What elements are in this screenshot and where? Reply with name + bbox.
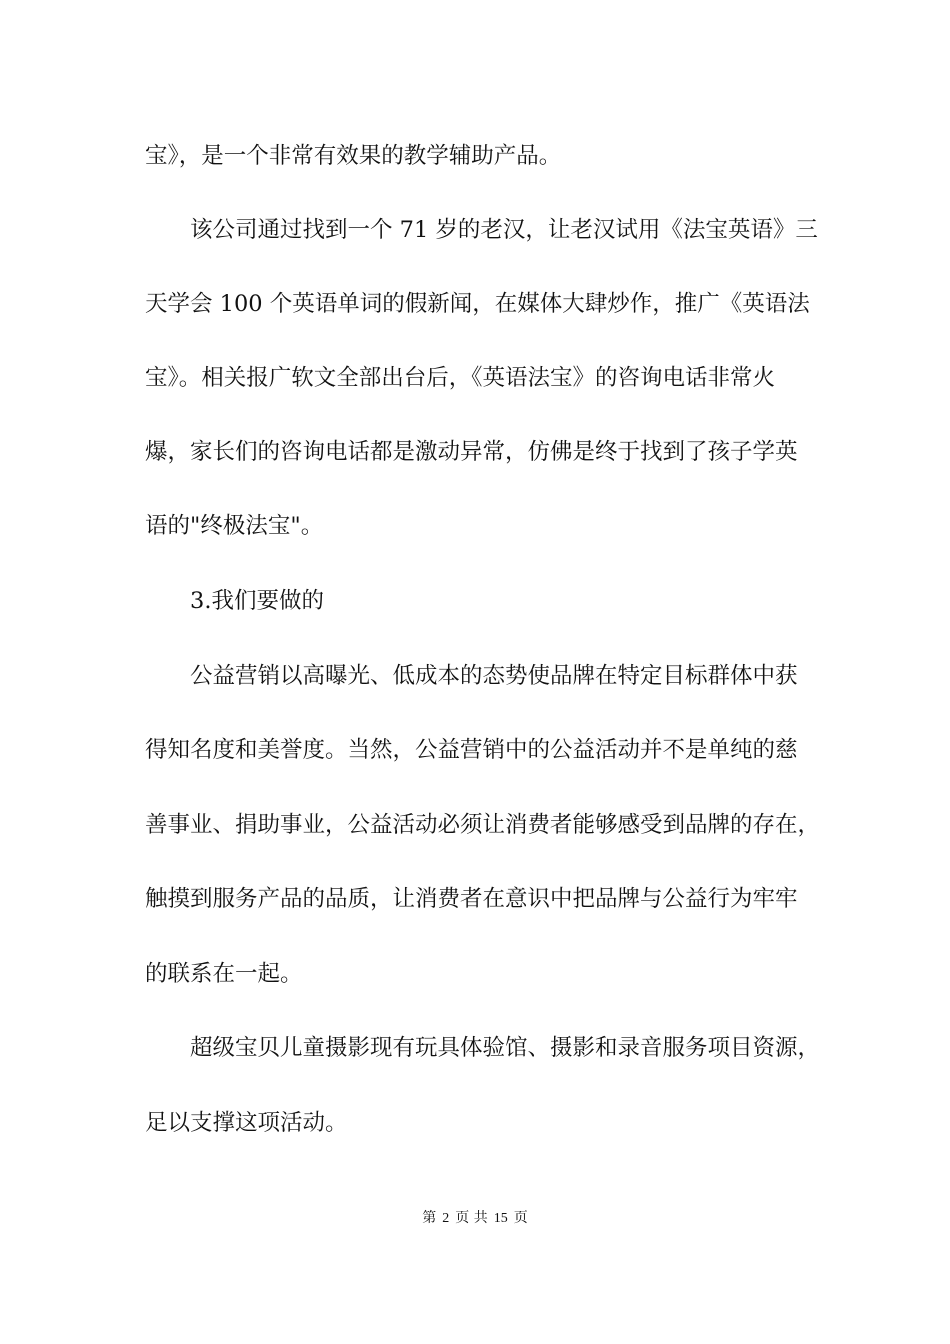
- footer-total-pages: 15: [493, 1211, 508, 1226]
- footer-prefix: 第: [422, 1210, 437, 1226]
- text-line: 天学会 100 个英语单词的假新闻，在媒体大肆炒作，推广《英语法: [145, 291, 810, 317]
- text-line: 足以支撑这项活动。: [145, 1110, 348, 1136]
- text-line: 触摸到服务产品的品质，让消费者在意识中把品牌与公益行为牢牢: [145, 886, 798, 912]
- text-line: 善事业、捐助事业，公益活动必须让消费者能够感受到品牌的存在，: [145, 812, 821, 838]
- footer-page-number: 2: [442, 1211, 450, 1226]
- section-heading: 3.我们要做的: [190, 588, 324, 614]
- text-line: 的联系在一起。: [145, 961, 303, 987]
- text-line: 超级宝贝儿童摄影现有玩具体验馆、摄影和录音服务项目资源，: [190, 1035, 821, 1061]
- text-line: 语的"终极法宝"。: [145, 513, 324, 539]
- text-line: 宝》，是一个非常有效果的教学辅助产品。: [145, 143, 562, 169]
- text-line: 该公司通过找到一个 71 岁的老汉，让老汉试用《法宝英语》三: [190, 217, 818, 243]
- page-footer: [0, 1209, 950, 1228]
- text-line: 爆，家长们的咨询电话都是激动异常，仿佛是终于找到了孩子学英: [145, 439, 798, 465]
- text-line: 得知名度和美誉度。当然，公益营销中的公益活动并不是单纯的慈: [145, 737, 798, 763]
- text-line: 宝》。相关报广软文全部出台后，《英语法宝》的咨询电话非常火: [145, 365, 776, 391]
- footer-middle: 页 共: [455, 1210, 488, 1226]
- footer-suffix: 页: [513, 1210, 528, 1226]
- text-line: 公益营销以高曝光、低成本的态势使品牌在特定目标群体中获: [190, 663, 798, 689]
